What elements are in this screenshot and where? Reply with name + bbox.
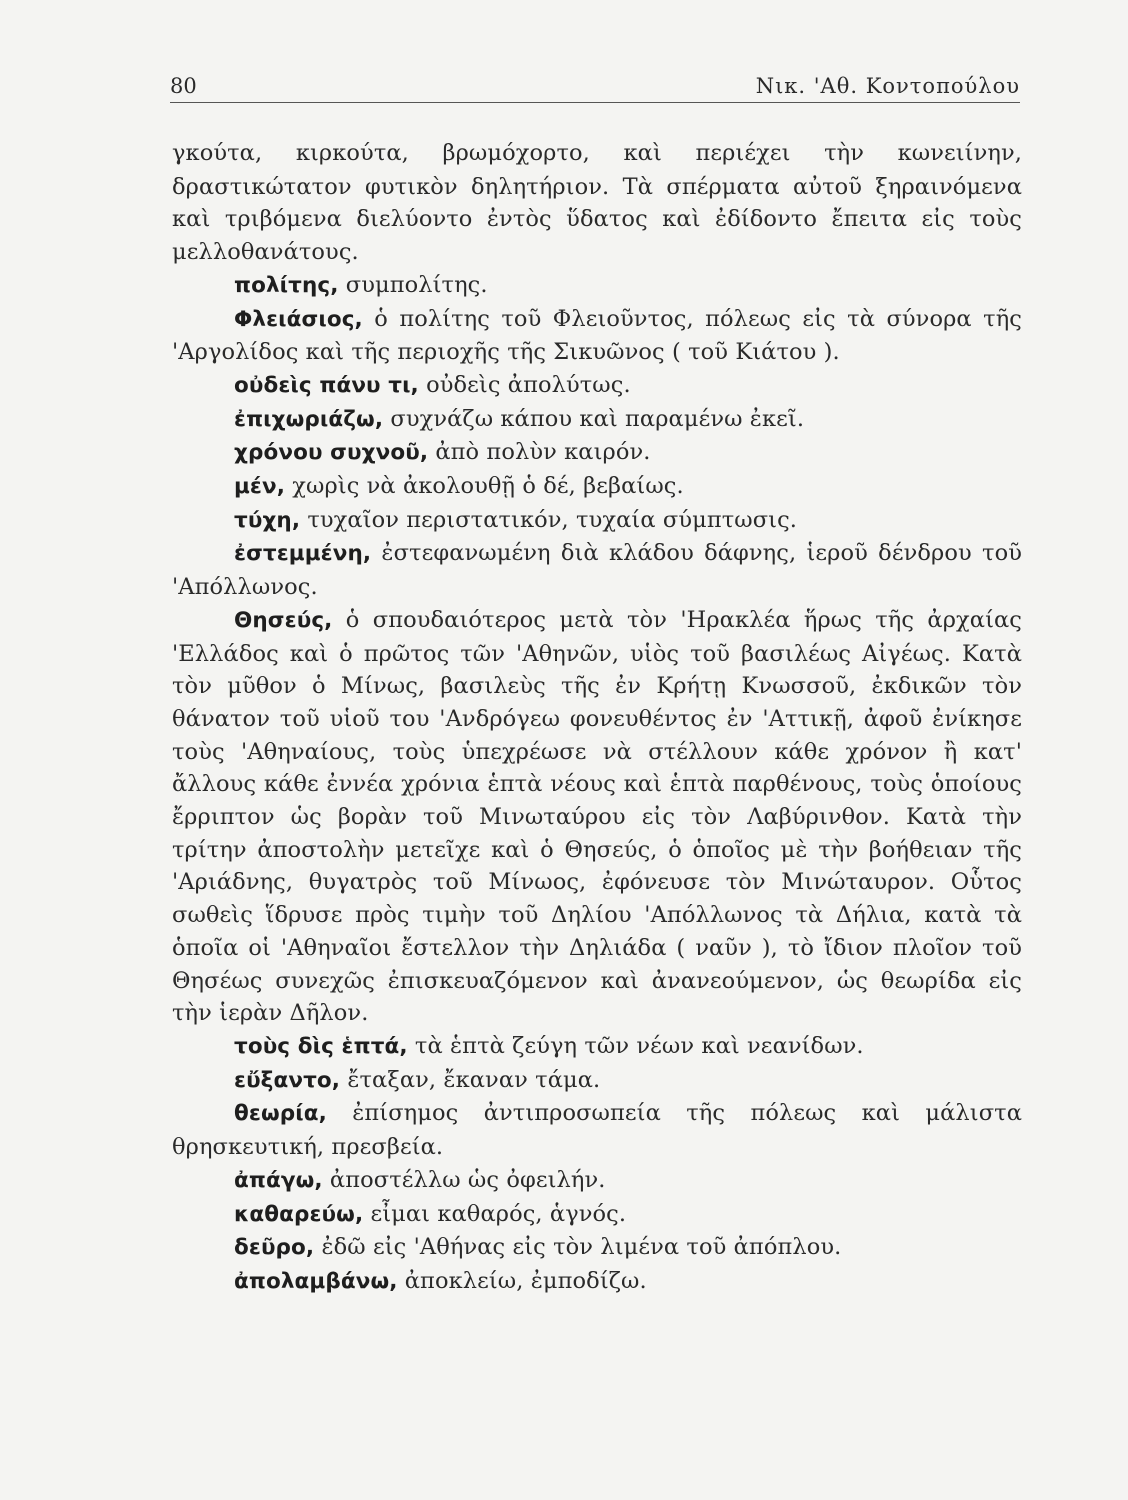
entry-term: ἀπάγω, [234,1167,323,1193]
glossary-entry [172,269,1022,303]
glossary-entry [172,303,1022,369]
entry-definition: συχνάζω κάπου καὶ παραμένω ἐκεῖ. [383,405,805,432]
entry-term: τύχη, [234,507,301,533]
glossary-entry [172,1265,1022,1299]
entry-term: μέν, [234,474,286,500]
entry-definition: εἶμαι καθαρός, ἁγνός. [363,1200,627,1227]
entry-term: ἐπιχωριάζω, [234,406,384,432]
entry-term: Θησεύς, [234,607,333,633]
entry-definition: ὁ σπουδαιότερος μετὰ τὸν 'Ηρακλέα ἥρως τῆς ἀρχαίας 'Ελλάδος καὶ ὁ πρῶτος τῶν 'Αθηνῶν, υἱὸς τοῦ βασιλέως Αἰγέως. Κατὰ τὸν μῦθον ὁ Μίνως, βασιλεὺς τῆς ἐν Κρήτῃ Κνωσσοῦ, ἐκδικῶν τὸν θάνατον τοῦ υἱοῦ του 'Ανδρόγεω φονευθέντος ἐν 'Αττικῇ, ἀφοῦ ἐνίκησε τοὺς 'Αθηναίους, τοὺς ὑπεχρέωσε νὰ στέλλουν κάθε χρόνον ἢ κατ' ἄλλους κάθε ἐννέα χρόνια ἑπτὰ νέους καὶ ἑπτὰ παρθένους, τοὺς ὁποίους ἔρριπτον ὡς βορὰν τοῦ Μινωταύρου εἰς τὸν Λαβύρινθον. Κατὰ τὴν τρίτην ἀποστολὴν μετεῖχε καὶ ὁ Θησεύς, ὁ ὁποῖος μὲ τὴν βοήθειαν τῆς 'Αριάδνης, θυγατρὸς τοῦ Μίνωος, ἐφόνευσε τὸν Μινώταυρον. Οὗτος σωθεὶς ἵδρυσε πρὸς τιμὴν τοῦ Δηλίου 'Απόλλωνος τὰ Δήλια, κατὰ τὰ ὁποῖα οἱ 'Αθηναῖοι ἔστελλον τὴν Δηλιάδα ( ναῦν ), τὸ ἴδιον πλοῖον τοῦ Θησέως συνεχῶς ἐπισκευαζόμενον καὶ ἀνανεούμενον, ὡς θεωρίδα εἰς τὴν ἱερὰν Δῆλον. [172,606,1022,1027]
entry-definition: ἐστεφανωμένη διὰ κλάδου δάφνης, ἱεροῦ δένδρου τοῦ 'Απόλλωνος. [172,540,1022,601]
glossary-entry [172,1064,1022,1098]
entry-term: θεωρία, [234,1101,327,1127]
entry-definition: ἐδῶ εἰς 'Αθήνας εἰς τὸν λιμένα τοῦ ἀπόπλου. [314,1234,842,1261]
entry-term: καθαρεύω, [234,1201,364,1227]
entry-definition: γκούτα, κιρκούτα, βρωμόχορτο, καὶ περιέχει τὴν κωνειίνην, δραστικώτατον φυτικὸν δηλητήριον. Τὰ σπέρματα αὐτοῦ ξηραινόμενα καὶ τριβόμενα διελύοντο ἐντὸς ὕδατος καὶ ἐδίδοντο ἔπειτα εἰς τοὺς μελλοθανάτους. [172,140,1022,266]
glossary-entry [172,369,1022,403]
entry-definition: τὰ ἑπτὰ ζεύγη τῶν νέων καὶ νεανίδων. [407,1032,864,1059]
glossary-entry [172,1164,1022,1198]
glossary-entry [172,504,1022,538]
running-head: Νικ. 'Αθ. Κοντοπούλου [755,74,1020,98]
glossary-entry [172,1198,1022,1232]
entry-definition: ἐπίσημος ἀντιπροσωπεία τῆς πόλεως καὶ μάλιστα θρησκευτική, πρεσβεία. [172,1100,1022,1161]
entry-term: ἐστεμμένη, [234,541,372,567]
entry-definition: οὐδεὶς ἀπολύτως. [418,371,631,398]
entry-definition: συμπολίτης. [338,271,488,298]
glossary-entry [172,604,1022,1030]
entry-definition: τυχαῖον περιστατικόν, τυχαία σύμπτωσις. [300,506,798,533]
glossary-entry [172,537,1022,603]
glossary-entry [172,403,1022,437]
header-rule [170,102,1020,103]
page-header [170,72,1020,106]
glossary-entry [172,436,1022,470]
glossary-entry [172,1097,1022,1163]
entry-definition: ἀποστέλλω ὡς ὀφειλήν. [322,1166,606,1193]
entry-definition: ἔταξαν, ἔκαναν τάμα. [340,1066,601,1093]
entry-definition: χωρὶς νὰ ἀκολουθῇ ὁ δέ, βεβαίως. [285,473,684,500]
glossary-text [172,137,1022,1299]
entry-term: δεῦρο, [234,1235,315,1261]
entry-definition: ἀποκλείω, ἐμποδίζω. [397,1267,647,1294]
entry-term: χρόνου συχνοῦ, [234,440,429,466]
entry-term: ἀπολαμβάνω, [234,1268,398,1294]
entry-definition: ὁ πολίτης τοῦ Φλειοῦντος, πόλεως εἰς τὰ σύνορα τῆς 'Αργολίδος καὶ τῆς περιοχῆς τῆς Σικυῶνος ( τοῦ Κιάτου ). [172,305,1022,366]
glossary-entry [172,1231,1022,1265]
entry-term: τοὺς δὶς ἑπτά, [234,1033,408,1059]
entry-term: πολίτης, [234,272,339,298]
glossary-entry [172,1030,1022,1064]
entry-definition: ἀπὸ πολὺν καιρόν. [428,439,651,466]
page-number: 80 [170,74,197,98]
entry-term: οὐδεὶς πάνυ τι, [234,372,419,398]
glossary-entry [172,137,1022,269]
glossary-entry [172,470,1022,504]
entry-term: Φλειάσιος, [234,306,363,332]
entry-term: εὔξαντο, [234,1067,341,1093]
